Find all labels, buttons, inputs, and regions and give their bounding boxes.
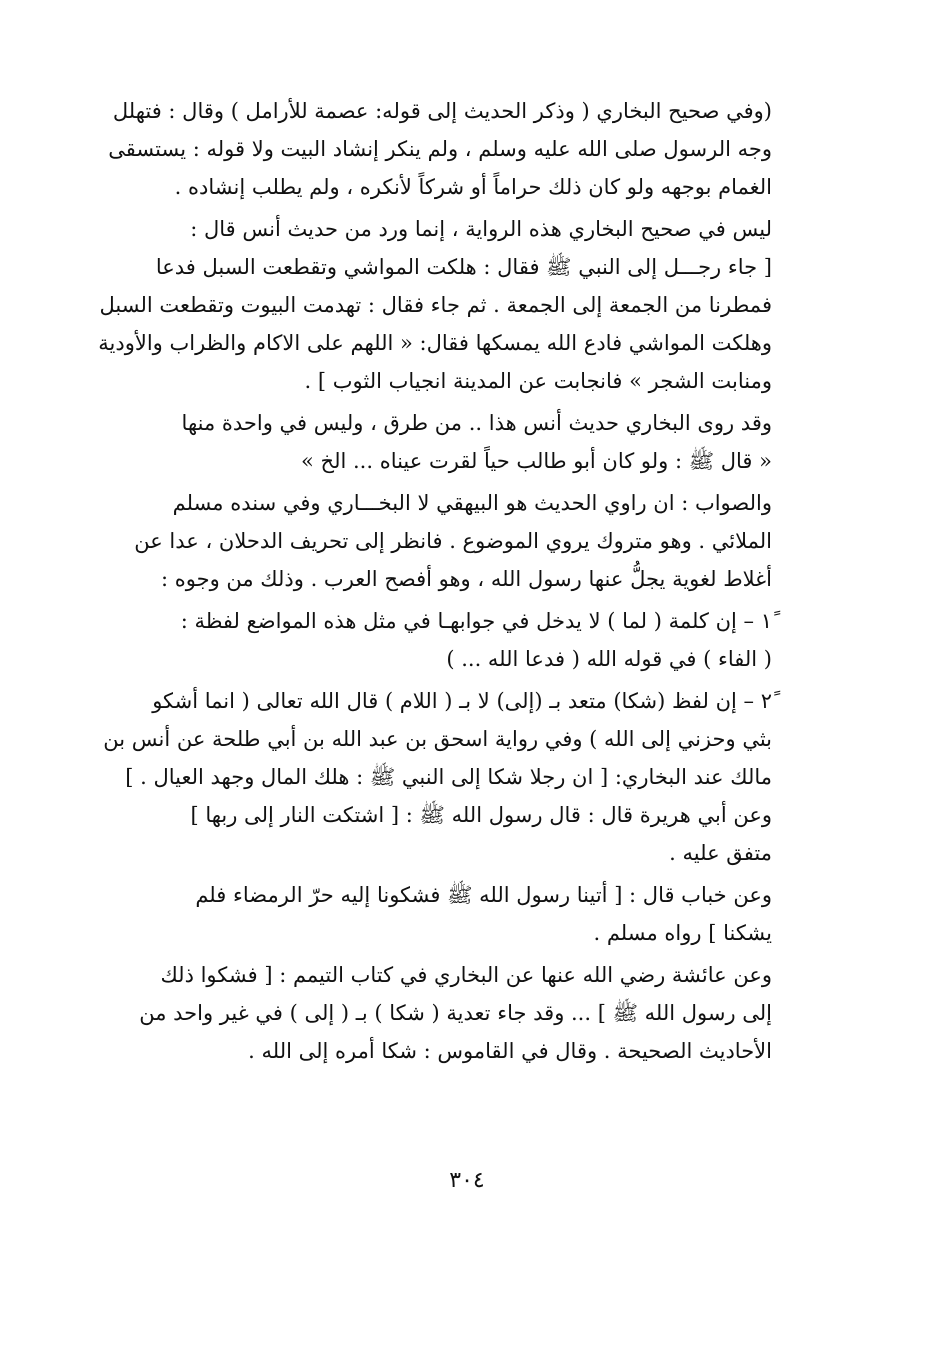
text-line: وعن أبي هريرة قال : قال رسول الله ﷺ : [ اشتكت النار إلى ربها ] [190,803,772,827]
text-line: والصواب : ان راوي الحديث هو البيهقي لا البخـــاري وفي سنده مسلم [172,491,772,515]
text-line: ٢ً – إن لفظ (شكا) متعد بـ (إلى) لا بـ ( اللام ) قال الله تعالى ( انما أشكو [152,689,772,713]
page-number: ٣٠٤ [449,1168,485,1193]
paragraph-1 [92,92,772,206]
paragraph-8 [92,956,772,1070]
text-line: الملائي . وهو متروك يروي الموضوع . فانظر إلى تحريف الدحلان ، عدا عن [134,529,772,553]
text-line: يشكنا ] رواه مسلم . [593,921,772,945]
paragraph-5 [92,602,772,678]
text-line: ومنابت الشجر » فانجابت عن المدينة انجياب الثوب ] . [304,369,772,393]
text-line: وهلكت المواشي فادع الله يمسكها فقال: « اللهم على الاكام والظراب والأودية [98,331,772,355]
paragraph-6 [92,682,772,872]
paragraph-7 [92,876,772,952]
text-line: وقد روى البخاري حديث أنس هذا .. من طرق ، وليس في واحدة منها [181,411,772,435]
text-line: ( الفاء ) في قوله الله ( فدعا الله ... ) [446,647,772,671]
text-line: مالك عند البخاري: [ ان رجلا شكا إلى النبي ﷺ : هلك المال وجهد العيال . ] [125,765,772,789]
text-line: أغلاط لغوية يجلُّ عنها رسول الله ، وهو أفصح العرب . وذلك من وجوه : [161,567,772,591]
text-line: وعن خباب قال : [ أتينا رسول الله ﷺ فشكونا إليه حرّ الرمضاء فلم [195,883,772,907]
paragraph-2 [92,210,772,400]
text-line: ليس في صحيح البخاري هذه الرواية ، إنما ورد من حديث أنس قال : [190,217,772,241]
text-line: وجه الرسول صلى الله عليه وسلم ، ولم ينكر إنشاد البيت ولا قوله : يستسقى [108,137,772,161]
text-line: إلى رسول الله ﷺ ] ... وقد جاء تعدية ( شكا ) بـ ( إلى ) في غير واحد من [139,1001,772,1025]
text-line: « قال ﷺ : ولو كان أبو طالب حياً لقرت عيناه ... الخ » [301,449,772,473]
text-line: ١ً – إن كلمة ( لما ) لا يدخل في جوابهـا في مثل هذه المواضع لفظة : [180,609,772,633]
text-line: متفق عليه . [669,841,772,865]
text-line: وعن عائشة رضي الله عنها عن البخاري في كتاب التيمم : [ فشكوا ذلك [160,963,772,987]
text-line: فمطرنا من الجمعة إلى الجمعة . ثم جاء فقال : تهدمت البيوت وتقطعت السبل [99,293,772,317]
text-line: بثي وحزني إلى الله ) وفي رواية اسحق بن عبد الله بن أبي طلحة عن أنس بن [103,727,772,751]
page-body [92,92,772,1074]
paragraph-4 [92,484,772,598]
text-line: الغمام بوجهه ولو كان ذلك حراماً أو شركاً لأنكره ، ولم يطلب إنشاده . [174,175,772,199]
text-line: [ جاء رجـــل إلى النبي ﷺ فقال : هلكت المواشي وتقطعت السبل فدعا [155,255,772,279]
paragraph-3 [92,404,772,480]
text-line: (وفي صحيح البخاري ( وذكر الحديث إلى قوله: عصمة للأرامل ) وقال : فتهلل [112,99,772,123]
text-line: الأحاديث الصحيحة . وقال في القاموس : شكا أمره إلى الله . [248,1039,772,1063]
